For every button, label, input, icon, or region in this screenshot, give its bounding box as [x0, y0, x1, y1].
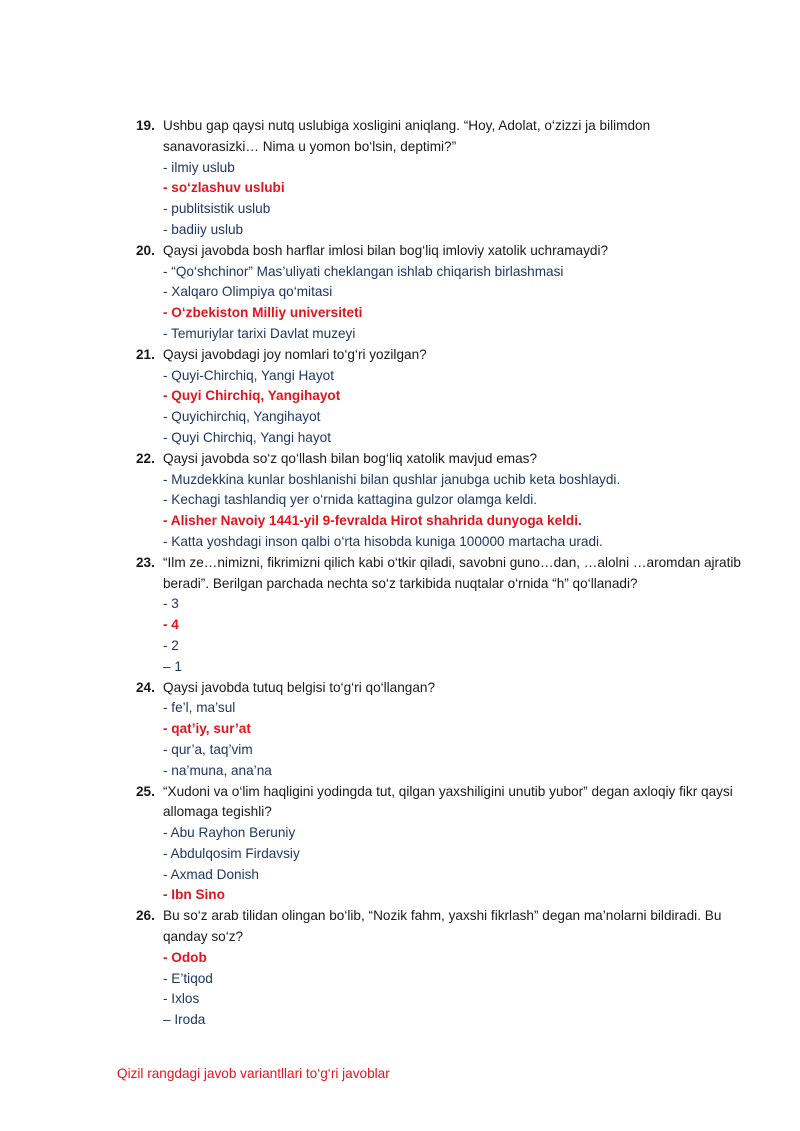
question-number: 25. — [136, 783, 155, 799]
answer-key-note: Qizil rangdagi javob variantllari to‘g‘ri javoblar — [117, 1066, 390, 1081]
answer-option: - Kechagi tashlandiq yer o‘rnida kattagina gulzor olamga keldi. — [163, 492, 538, 508]
question-list — [136, 116, 746, 1031]
answer-option: - fe’l, ma’sul — [163, 700, 236, 716]
correct-answer-option: - so‘zlashuv uslubi — [163, 180, 285, 196]
question-block — [136, 345, 746, 449]
answer-option: - Abu Rayhon Beruniy — [163, 825, 296, 841]
question — [136, 678, 746, 699]
correct-answer-option: - Alisher Navoiy 1441-yil 9-fevralda Hirot shahrida dunyoga keldi. — [163, 513, 582, 529]
question-block — [136, 116, 746, 241]
correct-answer-option: - qat’iy, sur’at — [163, 721, 251, 737]
answer-option: - “Qo‘shchinor” Mas’uliyati cheklangan ishlab chiqarish birlashmasi — [163, 263, 564, 279]
correct-answer-option: - O‘zbekiston Milliy universiteti — [163, 305, 363, 321]
answer-option: - E’tiqod — [163, 970, 213, 986]
question-block — [136, 241, 746, 345]
question — [136, 906, 746, 948]
answer-option: - 2 — [163, 637, 179, 653]
answer-option: - Abdulqosim Firdavsiy — [163, 845, 300, 861]
question — [136, 553, 746, 595]
question-block — [136, 678, 746, 782]
question-block — [136, 906, 746, 1031]
answer-option: - Ixlos — [163, 991, 200, 1007]
answer-option: - Temuriylar tarixi Davlat muzeyi — [163, 325, 356, 341]
answer-option: - Quyichirchiq, Yangihayot — [163, 409, 321, 425]
question-number: 20. — [136, 242, 155, 258]
question-number: 23. — [136, 554, 155, 570]
question-number: 24. — [136, 679, 155, 695]
answer-option: - Xalqaro Olimpiya qo‘mitasi — [163, 284, 333, 300]
question-number: 26. — [136, 908, 155, 924]
answer-option: - Katta yoshdagi inson qalbi o‘rta hisobda kuniga 100000 martacha uradi. — [163, 533, 603, 549]
question-text: “Xudoni va o‘lim haqligini yodingda tut, qilgan yaxshiligini unutib yubor” degan axloqiy fikr qaysi allomaga tegishli? — [163, 783, 733, 820]
question-text: Qaysi javobda so‘z qo‘llash bilan bog‘liq xatolik mavjud emas? — [163, 450, 538, 466]
question-block — [136, 449, 746, 553]
question — [136, 241, 746, 262]
question-number: 22. — [136, 450, 155, 466]
question-text: Bu so‘z arab tilidan olingan bo‘lib, “Nozik fahm, yaxshi fikrlash” degan ma’nolarni bildiradi. Bu qanday so‘z? — [163, 908, 722, 945]
correct-answer-option: - 4 — [163, 617, 179, 633]
answer-option: – 1 — [163, 658, 182, 674]
question-number: 21. — [136, 346, 155, 362]
correct-answer-option: - Quyi Chirchiq, Yangihayot — [163, 388, 341, 404]
answer-option: – Iroda — [163, 1012, 206, 1028]
answer-option: - Quyi Chirchiq, Yangi hayot — [163, 429, 331, 445]
question-block — [136, 553, 746, 678]
question-text: Qaysi javobda bosh harflar imlosi bilan bog‘liq imloviy xatolik uchramaydi? — [163, 242, 609, 258]
question — [136, 449, 746, 470]
answer-option: - Muzdekkina kunlar boshlanishi bilan qushlar janubga uchib keta boshlaydi. — [163, 471, 621, 487]
correct-answer-option: - Odob — [163, 949, 207, 965]
question — [136, 782, 746, 824]
correct-answer-option: - Ibn Sino — [163, 887, 225, 903]
answer-option: - Axmad Donish — [163, 866, 259, 882]
answer-option: - publitsistik uslub — [163, 201, 271, 217]
question-block — [136, 782, 746, 907]
question-text: Qaysi javobda tutuq belgisi to‘g‘ri qo‘llangan? — [163, 679, 436, 695]
answer-option: - ilmiy uslub — [163, 159, 235, 175]
question-text: “Ilm ze…nimizni, fikrimizni qilich kabi o‘tkir qiladi, savobni guno…dan, …alolni …aromdan ajratib beradi”. Berilgan parchada nechta so‘z tarkibida nuqtalar o‘rnida “h” qo‘llanadi? — [163, 554, 741, 591]
question-text: Ushbu gap qaysi nutq uslubiga xosligini aniqlang. “Hoy, Adolat, o‘zizzi ja bilimdon sanavorasizki… Nima u yomon bo‘lsin, deptimi?” — [163, 118, 651, 154]
answer-option: - qur’a, taq’vim — [163, 741, 253, 757]
answer-option: - 3 — [163, 596, 179, 612]
answer-option: - na’muna, ana’na — [163, 762, 272, 778]
question-number: 19. — [136, 118, 155, 133]
question — [136, 116, 746, 158]
answer-option: - badiiy uslub — [163, 221, 244, 237]
answer-option: - Quyi-Chirchiq, Yangi Hayot — [163, 367, 334, 383]
question-text: Qaysi javobdagi joy nomlari to‘g‘ri yozilgan? — [163, 346, 427, 362]
question — [136, 345, 746, 366]
